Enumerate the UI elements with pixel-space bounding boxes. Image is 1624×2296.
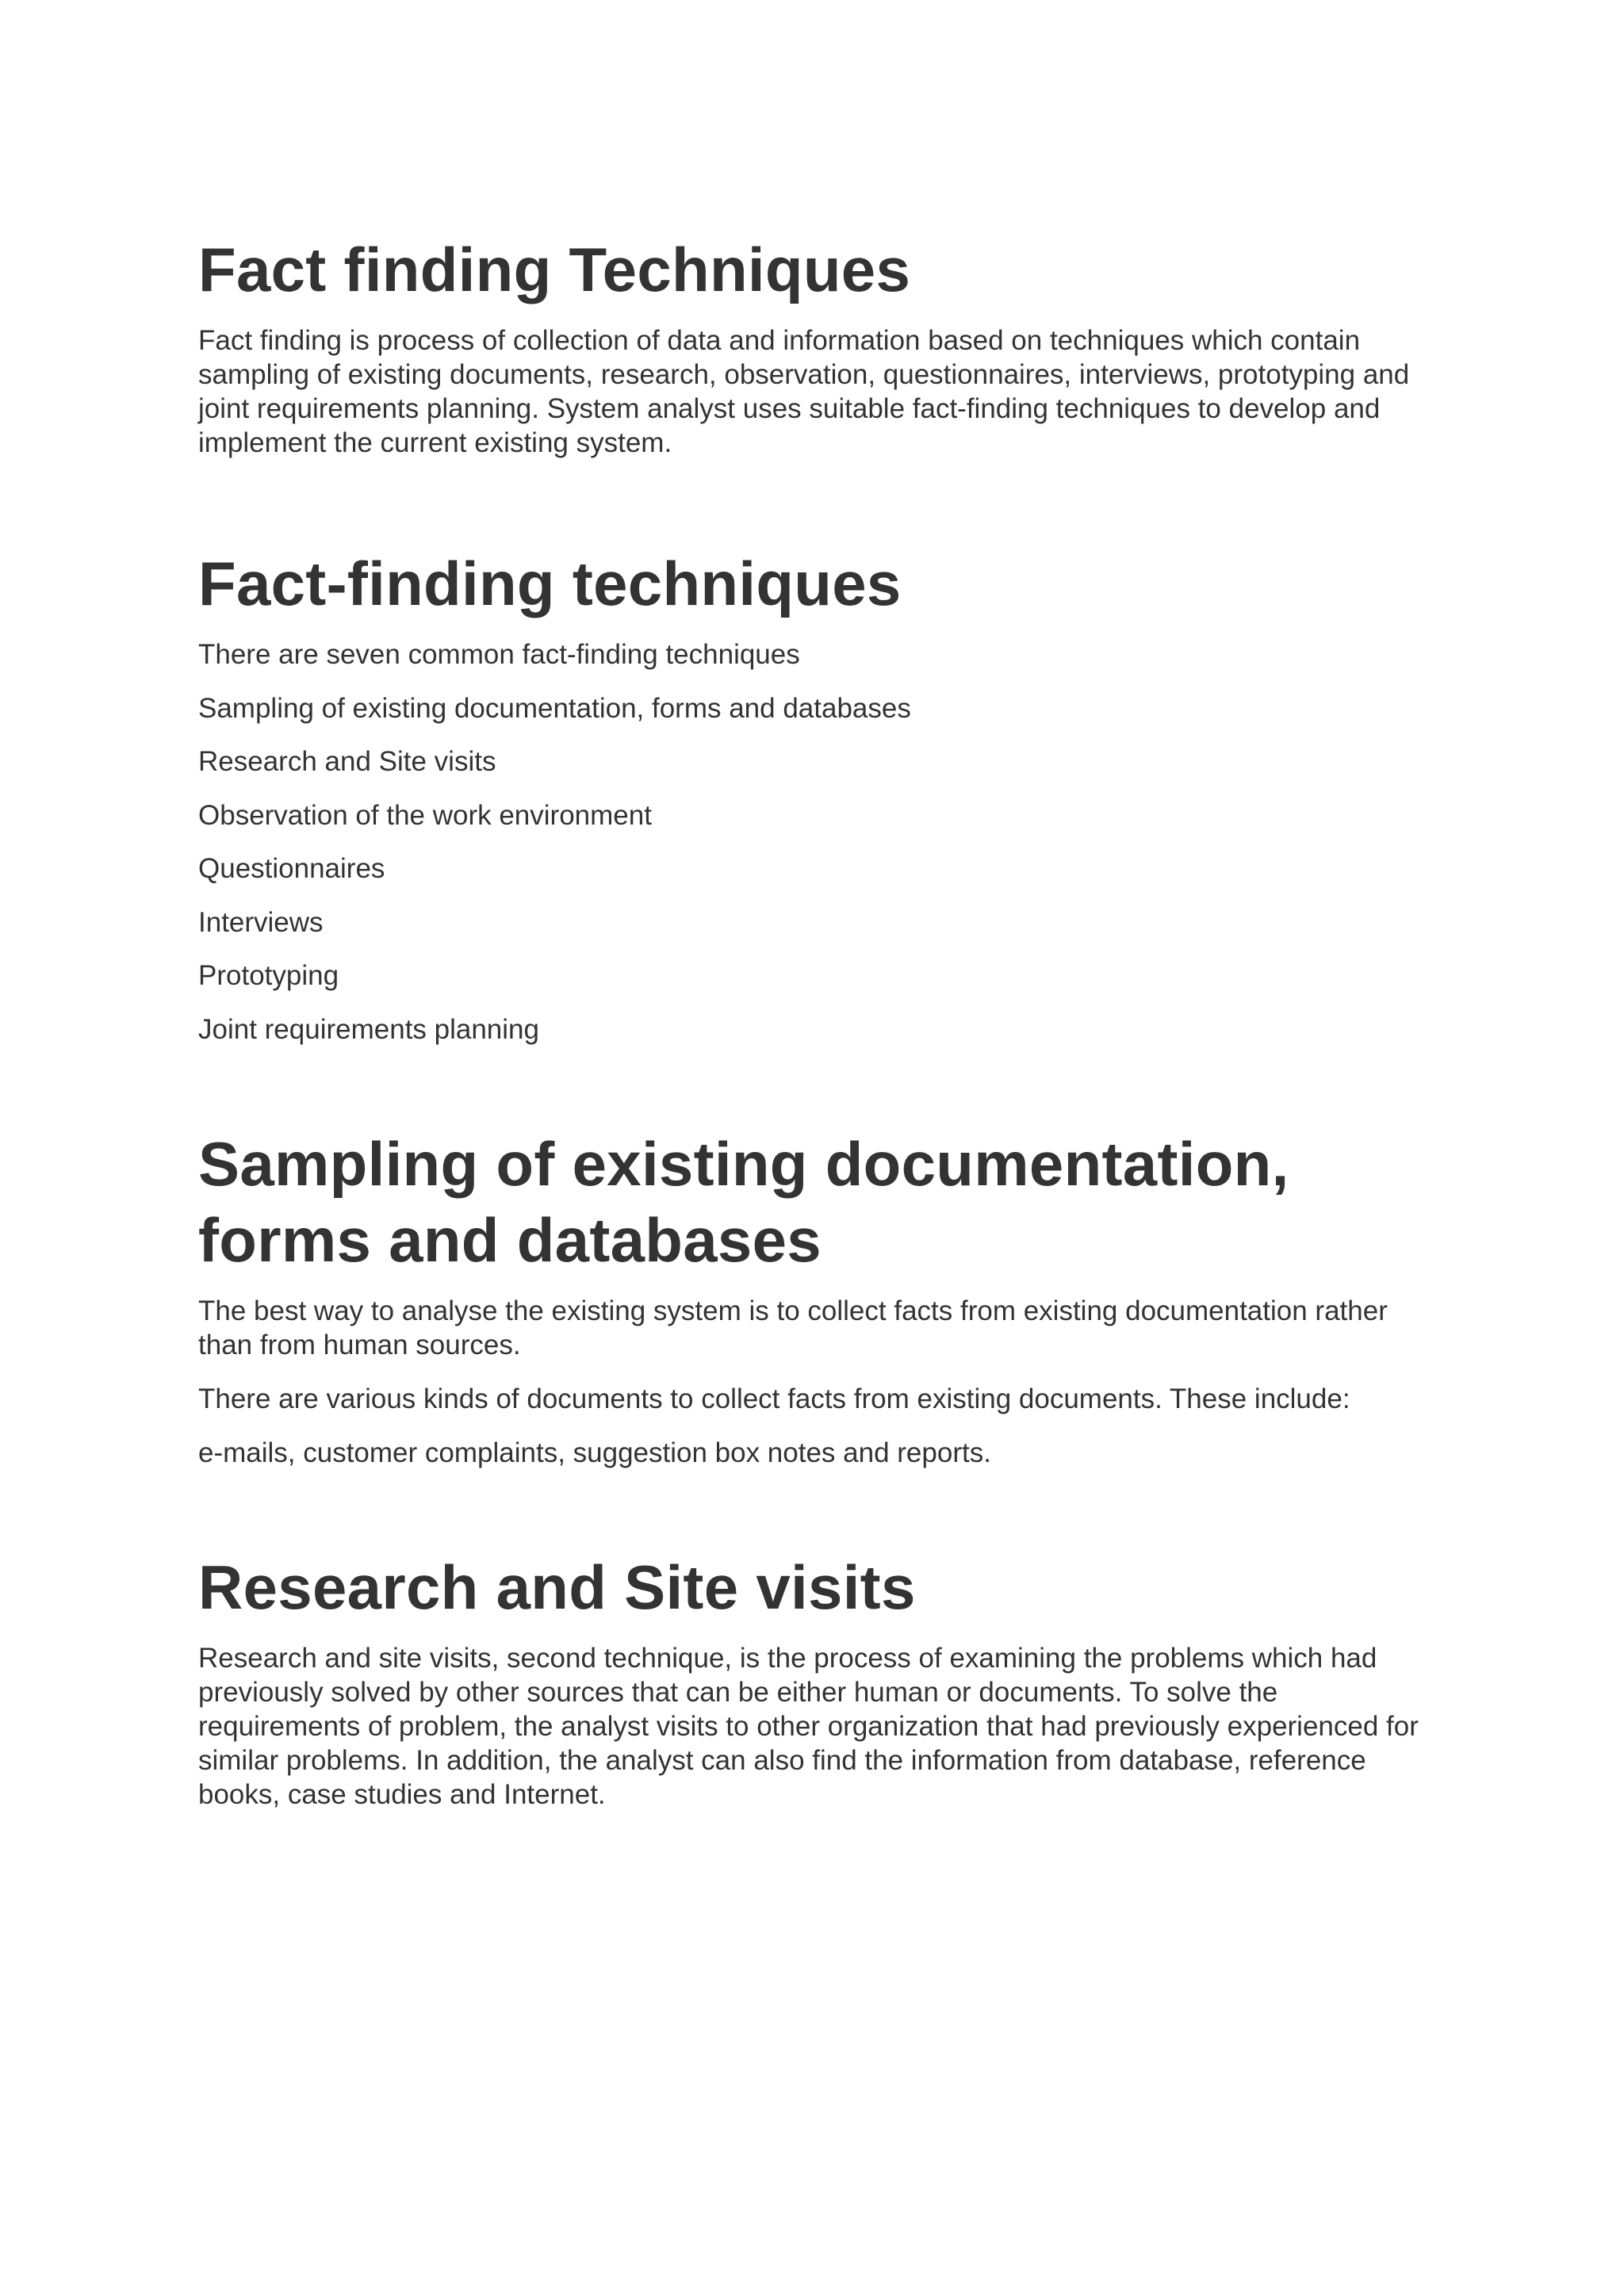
document-page [198,232,1435,1812]
section-paragraph: Research and site visits, second technique, is the process of examining the problems which had previously solved by other sources that can be either human or documents. To solve the requirements of problem, the analyst visits to other organization that had previously experienced for similar problems. In addition, the analyst can also find the information from database, reference books, case studies and Internet. [198,1642,1419,1810]
list-intro: There are seven common fact-finding techniques [198,639,800,670]
section-heading: Fact-finding techniques [198,549,902,618]
section-fact-finding-list [198,545,1435,1047]
list-item: Interviews [198,906,324,938]
list-item: Prototyping [198,960,339,991]
section-heading: Sampling of existing documentation, forms and databases [198,1128,1289,1275]
list-item: Joint requirements planning [198,1013,539,1045]
section-paragraph: There are various kinds of documents to collect facts from existing documents. These include: [198,1383,1350,1414]
list-item: Observation of the work environment [198,799,652,831]
list-item: Sampling of existing documentation, forms and databases [198,692,911,724]
section-fact-finding-techniques [198,232,1435,460]
section-sampling [198,1126,1435,1470]
section-paragraph: e-mails, customer complaints, suggestion box notes and reports. [198,1437,991,1468]
section-paragraph: Fact finding is process of collection of data and information based on techniques which contain sampling of existing documents, research, observation, questionnaires, interviews, prototyping and joint requirements planning. System analyst uses suitable fact-finding techniques to develop and implement the current existing system. [198,325,1410,458]
list-item: Questionnaires [198,853,385,884]
section-research-site-visits [198,1549,1435,1812]
section-heading: Fact finding Techniques [198,235,911,304]
section-paragraph: The best way to analyse the existing system is to collect facts from existing documentation rather than from human sources. [198,1295,1388,1360]
section-heading: Research and Site visits [198,1552,916,1622]
list-item: Research and Site visits [198,746,496,777]
